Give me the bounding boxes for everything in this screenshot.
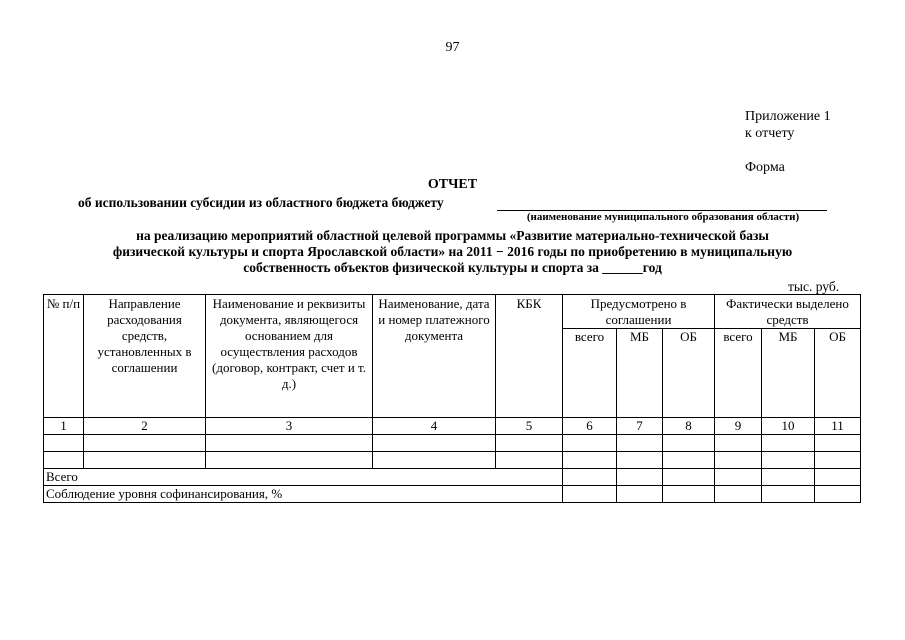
table-cell[interactable] (762, 452, 815, 469)
header-planned-total: всего (563, 329, 617, 418)
units-label: тыс. руб. (788, 279, 840, 294)
table-cell[interactable] (373, 435, 496, 452)
table-cell[interactable] (44, 435, 84, 452)
table-cell[interactable] (715, 452, 762, 469)
table-cell[interactable] (617, 452, 663, 469)
table-cell[interactable] (762, 486, 815, 503)
table-cell[interactable] (762, 435, 815, 452)
table-cell[interactable] (563, 435, 617, 452)
column-number: 7 (617, 418, 663, 435)
subtitle-line-3: физической культуры и спорта Ярославской области» на 2011 − 2016 годы по приобретению в муниципальную (112, 244, 793, 259)
appendix-line-2: к отчету (745, 126, 795, 141)
column-number: 11 (815, 418, 861, 435)
table-cell[interactable] (563, 469, 617, 486)
table-cell[interactable] (815, 486, 861, 503)
table-cell[interactable] (815, 452, 861, 469)
column-number: 6 (563, 418, 617, 435)
header-actual-mb: МБ (762, 329, 815, 418)
table-cell[interactable] (715, 435, 762, 452)
table-cell[interactable] (496, 452, 563, 469)
header-planned-ob: ОБ (663, 329, 715, 418)
table-cell[interactable] (715, 486, 762, 503)
header-actual-total: всего (715, 329, 762, 418)
cofinancing-row (44, 486, 861, 503)
table-cell[interactable] (84, 435, 206, 452)
table-cell[interactable] (617, 486, 663, 503)
column-number: 4 (373, 418, 496, 435)
table-cell[interactable] (617, 469, 663, 486)
table-cell[interactable] (663, 486, 715, 503)
table-cell[interactable] (663, 435, 715, 452)
column-number: 10 (762, 418, 815, 435)
table-cell[interactable] (206, 452, 373, 469)
header-number: № п/п (44, 295, 84, 418)
column-number: 3 (206, 418, 373, 435)
table-cell[interactable] (563, 486, 617, 503)
table-cell[interactable] (84, 452, 206, 469)
appendix-note (745, 108, 831, 142)
column-number: 8 (663, 418, 715, 435)
table-cell[interactable] (663, 469, 715, 486)
header-planned-mb: МБ (617, 329, 663, 418)
page-number: 97 (445, 40, 460, 55)
header-actual-group: Фактически выделено средств (715, 295, 861, 329)
total-label: Всего (44, 469, 563, 486)
table-row (44, 452, 861, 469)
appendix-line-1: Приложение 1 (745, 109, 831, 124)
column-number: 1 (44, 418, 84, 435)
table-cell[interactable] (617, 435, 663, 452)
blank-caption: (наименование муниципального образования области) (526, 211, 800, 223)
column-number: 5 (496, 418, 563, 435)
form-label: Форма (745, 160, 785, 175)
column-number: 9 (715, 418, 762, 435)
table-cell[interactable] (44, 452, 84, 469)
table-cell[interactable] (373, 452, 496, 469)
subtitle-line-1: об использовании субсидии из областного бюджета бюджету (78, 195, 444, 210)
report-title: ОТЧЕТ (427, 177, 478, 192)
table-cell[interactable] (715, 469, 762, 486)
table-cell[interactable] (815, 469, 861, 486)
table-row (44, 435, 861, 452)
subtitle-line-4: собственность объектов физической культуры и спорта за ______год (243, 260, 662, 275)
table-cell[interactable] (563, 452, 617, 469)
table-cell[interactable] (663, 452, 715, 469)
table-cell[interactable] (762, 469, 815, 486)
table-cell[interactable] (815, 435, 861, 452)
header-direction: Направление расходования средств, установленных в соглашении (84, 295, 206, 418)
header-kbk: КБК (496, 295, 563, 418)
cofinancing-label: Соблюдение уровня софинансирования, % (44, 486, 563, 503)
subtitle-line-2: на реализацию мероприятий областной целевой программы «Развитие материально-технической базы (136, 228, 769, 243)
header-payment-document: Наименование, дата и номер платежного документа (373, 295, 496, 418)
header-row-1 (44, 295, 861, 329)
report-table (43, 294, 861, 503)
column-number: 2 (84, 418, 206, 435)
table-cell[interactable] (496, 435, 563, 452)
header-document: Наименование и реквизиты документа, являющегося основанием для осуществления расходов (договор, контракт, счет и т. д.) (206, 295, 373, 418)
header-actual-ob: ОБ (815, 329, 861, 418)
header-planned-group: Предусмотрено в соглашении (563, 295, 715, 329)
column-number-row (44, 418, 861, 435)
total-row (44, 469, 861, 486)
subtitle-block (40, 228, 865, 276)
table-cell[interactable] (206, 435, 373, 452)
